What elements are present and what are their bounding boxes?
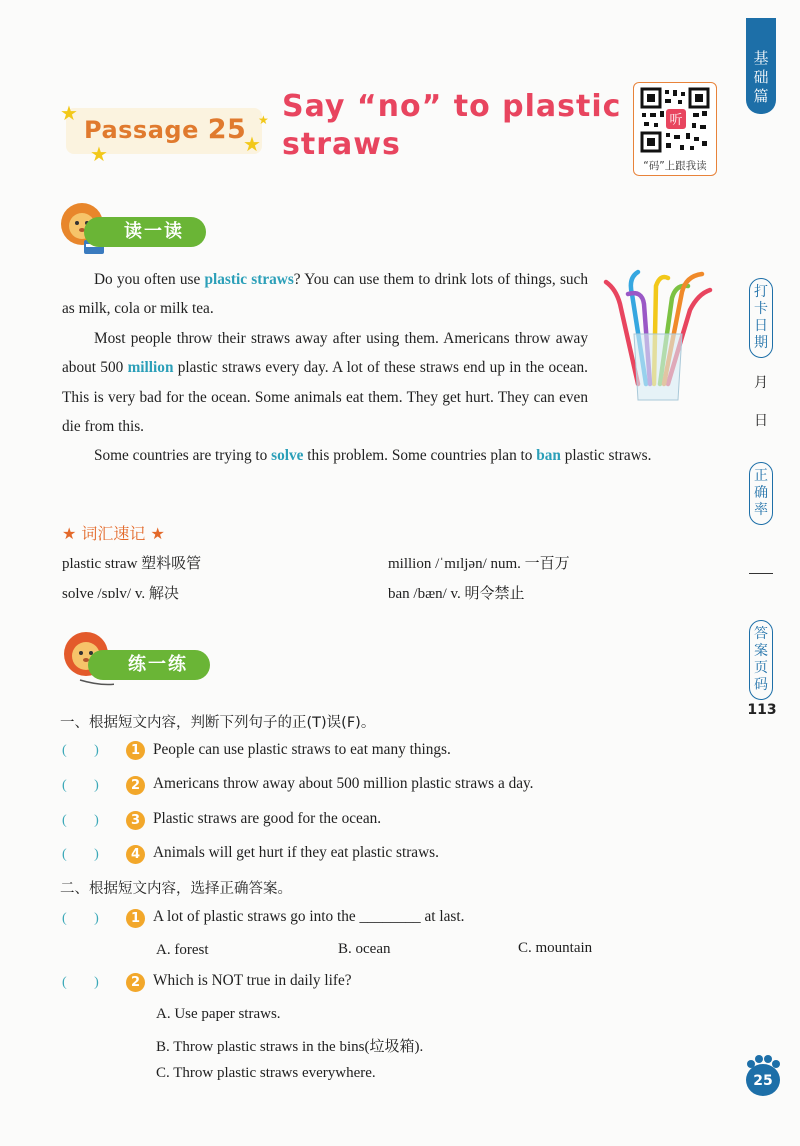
mc-question: A lot of plastic straws go into the ________ at last. bbox=[153, 908, 465, 925]
vocab-item: plastic straw 塑料吸管 bbox=[62, 556, 202, 572]
p1-text: ? You can use them to drink lots of things, such as milk, cola or milk tea. bbox=[62, 271, 588, 318]
answer-blank[interactable]: ( ) bbox=[62, 813, 99, 828]
question-number-badge: 2 bbox=[126, 973, 145, 992]
checkin-char: 日 bbox=[754, 318, 768, 334]
answer-page-char: 答 bbox=[754, 626, 768, 642]
passage-number: 25 bbox=[207, 114, 247, 145]
part1-instruction: 一、根据短文内容，判断下列句子的正(T)误(F)。 bbox=[60, 715, 376, 731]
p2-text: plastic straws every day. A lot of these straws end up in the ocean. This is very bad for the ocean. Some animals eat them. They get hurt. They can even die from this. bbox=[62, 359, 588, 435]
answer-blank[interactable]: ( ) bbox=[62, 743, 99, 758]
practice-section-header: 练一练 bbox=[88, 650, 210, 680]
page-number: 25 bbox=[746, 1064, 780, 1096]
qr-listen-badge: 听 bbox=[669, 113, 683, 128]
month-field[interactable]: 月 bbox=[754, 375, 768, 391]
mc-option[interactable]: A. Use paper straws. bbox=[156, 1006, 281, 1022]
rail-tab-char: 础 bbox=[753, 68, 769, 86]
mc-question: Which is NOT true in daily life? bbox=[153, 972, 352, 989]
answer-page-number[interactable]: 113 bbox=[747, 702, 777, 718]
tf-question: Animals will get hurt if they eat plastic straws. bbox=[153, 844, 439, 861]
star-icon: ★ bbox=[258, 113, 269, 127]
reading-paragraph-1 bbox=[62, 265, 588, 324]
accuracy-char: 率 bbox=[754, 502, 768, 518]
passage-label bbox=[84, 114, 246, 145]
tf-question: Plastic straws are good for the ocean. bbox=[153, 810, 382, 827]
tf-question: People can use plastic straws to eat many things. bbox=[153, 741, 451, 758]
question-number-badge: 1 bbox=[126, 741, 145, 760]
tf-question: Americans throw away about 500 million plastic straws a day. bbox=[153, 775, 534, 792]
title-line-2: straws bbox=[282, 127, 401, 162]
p3-text: Some countries are trying to bbox=[94, 447, 272, 464]
rail-tab-char: 基 bbox=[753, 49, 769, 67]
passage-word: Passage bbox=[84, 116, 199, 144]
answer-blank[interactable]: ( ) bbox=[62, 911, 99, 926]
star-icon: ★ bbox=[60, 103, 78, 125]
p1-text: Do you often use bbox=[94, 271, 205, 288]
question-number-badge: 4 bbox=[126, 845, 145, 864]
answer-page-char: 码 bbox=[754, 677, 768, 693]
vocab-highlight: solve bbox=[271, 447, 304, 464]
reading-paragraph-3 bbox=[62, 441, 718, 470]
accuracy-char: 确 bbox=[754, 485, 768, 501]
straws-cup-illustration bbox=[598, 264, 720, 404]
vocab-item: million /ˈmɪljən/ num. 一百万 bbox=[388, 556, 570, 572]
title-line-1: Say “no” to plastic bbox=[282, 89, 622, 124]
answer-blank[interactable]: ( ) bbox=[62, 778, 99, 793]
qr-code-icon bbox=[638, 87, 712, 153]
question-number-badge: 2 bbox=[126, 776, 145, 795]
reading-paragraph-2 bbox=[62, 324, 588, 441]
rail-tab-char: 篇 bbox=[753, 87, 769, 105]
checkin-date-label bbox=[749, 278, 773, 358]
checkin-char: 期 bbox=[754, 335, 768, 351]
vocab-item: solve /sɒlv/ v. 解决 bbox=[62, 586, 179, 602]
part2-instruction: 二、根据短文内容，选择正确答案。 bbox=[60, 881, 292, 897]
vocab-header: ★ 词汇速记 ★ bbox=[62, 524, 165, 543]
mc-option[interactable]: B. ocean bbox=[338, 941, 391, 957]
day-field[interactable]: 日 bbox=[754, 413, 768, 429]
reading-section-header: 读一读 bbox=[84, 217, 206, 247]
answer-blank[interactable]: ( ) bbox=[62, 975, 99, 990]
vocab-highlight: ban bbox=[536, 447, 561, 464]
book-section-tab bbox=[746, 18, 776, 114]
vocab-highlight: plastic straws bbox=[204, 271, 294, 288]
p2-text: Most people throw their straws away after using them. Americans throw away about 500 bbox=[62, 330, 588, 377]
p3-text: plastic straws. bbox=[560, 447, 652, 464]
vocab-highlight: million bbox=[127, 359, 174, 377]
mc-option[interactable]: A. forest bbox=[156, 942, 209, 958]
mc-option[interactable]: C. mountain bbox=[518, 940, 593, 956]
answer-page-label bbox=[749, 620, 773, 700]
answer-page-char: 页 bbox=[754, 660, 768, 676]
accuracy-blank[interactable] bbox=[749, 573, 773, 574]
answer-blank[interactable]: ( ) bbox=[62, 847, 99, 862]
question-number-badge: 3 bbox=[126, 811, 145, 830]
vocab-item: ban /bæn/ v. 明令禁止 bbox=[388, 586, 525, 602]
mc-option[interactable]: B. Throw plastic straws in the bins(垃圾箱). bbox=[156, 1039, 424, 1055]
accuracy-label bbox=[749, 462, 773, 525]
mc-option[interactable]: C. Throw plastic straws everywhere. bbox=[156, 1065, 376, 1081]
checkin-char: 卡 bbox=[754, 301, 768, 317]
star-icon: ★ bbox=[243, 134, 261, 156]
question-number-badge: 1 bbox=[126, 909, 145, 928]
star-icon: ★ bbox=[90, 144, 108, 166]
page-title bbox=[282, 88, 622, 164]
p3-text: this problem. Some countries plan to bbox=[303, 447, 537, 464]
answer-page-char: 案 bbox=[754, 643, 768, 659]
checkin-char: 打 bbox=[754, 284, 768, 300]
accuracy-char: 正 bbox=[754, 468, 768, 484]
qr-caption: “码”上跟我读 bbox=[643, 160, 707, 172]
